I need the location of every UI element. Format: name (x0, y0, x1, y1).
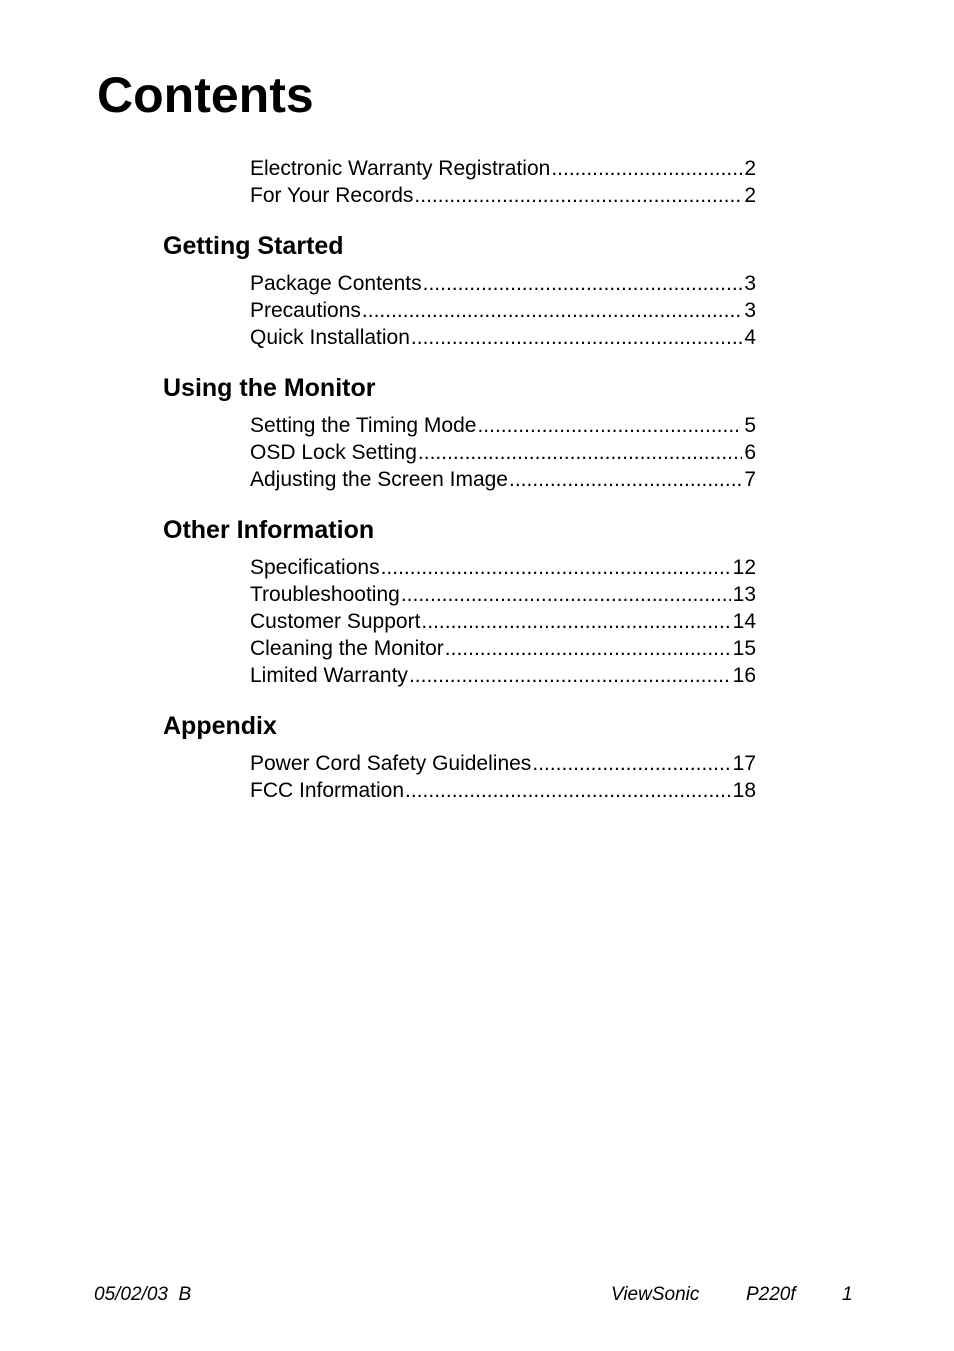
page-title: Contents (97, 67, 314, 123)
entry-page-number: 7 (744, 468, 756, 491)
entry-page-number: 18 (732, 779, 756, 802)
entry-title: Quick Installation (250, 326, 410, 349)
entry-title: OSD Lock Setting (250, 441, 417, 464)
section-heading: Other Information (163, 516, 375, 544)
toc-entry[interactable] (250, 324, 756, 351)
toc-section-using-the-monitor (0, 358, 954, 500)
dot-leader (445, 635, 731, 662)
entry-title: For Your Records (250, 184, 414, 207)
toc-entry[interactable] (250, 439, 756, 466)
entry-page-number: 5 (744, 414, 756, 437)
toc-entry[interactable] (250, 270, 756, 297)
dot-leader (418, 439, 742, 466)
footer-page-number: 1 (842, 1284, 853, 1305)
dot-leader (401, 581, 731, 608)
entry-title: FCC Information (250, 779, 405, 802)
entry-page-number: 3 (744, 299, 756, 322)
toc-entry[interactable] (250, 581, 756, 608)
toc-entry[interactable] (250, 155, 756, 182)
dot-leader (421, 608, 730, 635)
section-heading: Getting Started (163, 232, 344, 260)
entry-title: Precautions (250, 299, 361, 322)
entry-page-number: 13 (732, 583, 756, 606)
toc-entry[interactable] (250, 297, 756, 324)
toc-section-getting-started (0, 216, 954, 358)
table-of-contents (0, 155, 954, 811)
dot-leader (405, 777, 731, 804)
entry-page-number: 12 (732, 556, 756, 579)
toc-section-intro (0, 155, 954, 216)
entry-list (250, 155, 756, 216)
entry-title: Customer Support (250, 610, 421, 633)
dot-leader (477, 412, 742, 439)
footer-brand: ViewSonic (611, 1284, 700, 1305)
entry-title: Electronic Warranty Registration (250, 157, 551, 180)
toc-entry[interactable] (250, 608, 756, 635)
toc-entry[interactable] (250, 662, 756, 689)
entry-title: Limited Warranty (250, 664, 408, 687)
entry-title: Adjusting the Screen Image (250, 468, 508, 491)
entry-list (250, 554, 756, 696)
entry-title: Power Cord Safety Guidelines (250, 752, 532, 775)
toc-entry[interactable] (250, 412, 756, 439)
dot-leader (414, 182, 742, 209)
toc-entry[interactable] (250, 554, 756, 581)
section-heading: Appendix (163, 712, 277, 740)
entry-page-number: 3 (744, 272, 756, 295)
footer-model: P220f (746, 1284, 796, 1305)
dot-leader (409, 662, 731, 689)
dot-leader (509, 466, 742, 493)
entry-title: Setting the Timing Mode (250, 414, 477, 437)
entry-title: Specifications (250, 556, 380, 579)
entry-page-number: 15 (732, 637, 756, 660)
dot-leader (551, 155, 742, 182)
entry-page-number: 4 (744, 326, 756, 349)
entry-page-number: 14 (732, 610, 756, 633)
footer-date: 05/02/03 B (94, 1284, 192, 1305)
entry-list (250, 270, 756, 358)
dot-leader (423, 270, 743, 297)
entry-title: Troubleshooting (250, 583, 400, 606)
entry-title: Cleaning the Monitor (250, 637, 444, 660)
toc-entry[interactable] (250, 777, 756, 804)
section-heading: Using the Monitor (163, 374, 376, 402)
toc-entry[interactable] (250, 750, 756, 777)
toc-section-appendix (0, 696, 954, 811)
toc-entry[interactable] (250, 466, 756, 493)
entry-title: Package Contents (250, 272, 422, 295)
dot-leader (532, 750, 730, 777)
entry-page-number: 2 (744, 184, 756, 207)
toc-section-other-information (0, 500, 954, 696)
entry-page-number: 6 (744, 441, 756, 464)
entry-page-number: 2 (744, 157, 756, 180)
dot-leader (411, 324, 742, 351)
entry-list (250, 412, 756, 500)
toc-entry[interactable] (250, 635, 756, 662)
toc-entry[interactable] (250, 182, 756, 209)
entry-page-number: 16 (732, 664, 756, 687)
entry-list (250, 750, 756, 811)
entry-page-number: 17 (732, 752, 756, 775)
dot-leader (381, 554, 731, 581)
dot-leader (362, 297, 742, 324)
